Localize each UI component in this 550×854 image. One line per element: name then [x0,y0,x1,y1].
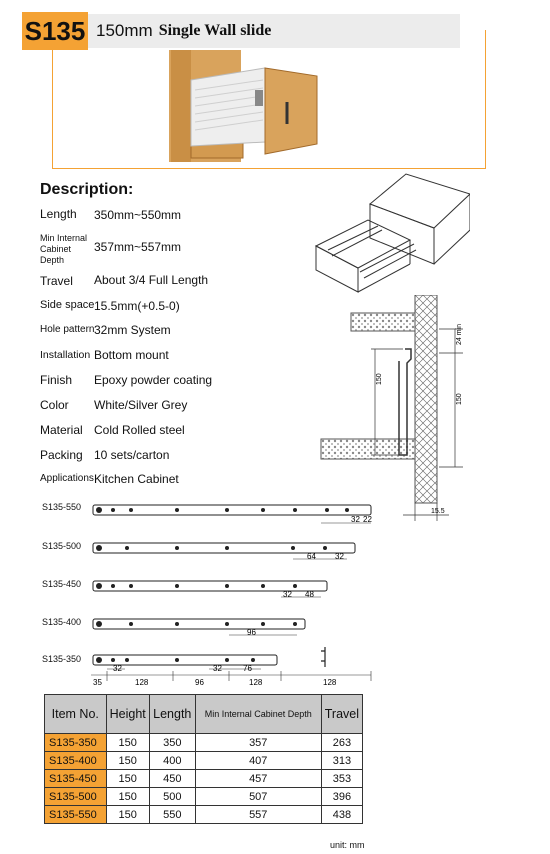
table-row [45,770,363,788]
table-header-row [45,695,363,734]
spec-table [44,694,363,824]
spec-value: 15.5mm(+0.5-0) [94,299,180,313]
cell: 150 [106,734,149,752]
spec-value: 32mm System [94,323,171,337]
cell-item: S135-550 [45,806,107,824]
cell: 357 [195,734,321,752]
spec-value: Kitchen Cabinet [94,472,179,486]
col-header: Min Internal Cabinet Depth [195,695,321,734]
slide-row-label: S135-450 [42,579,82,589]
spec-label: Material [40,423,83,437]
spec-value: About 3/4 Full Length [94,273,209,287]
section-dim-left: 150 [376,373,383,385]
col-header: Height [106,695,149,734]
section-dim-right: 150 [456,393,463,405]
bottom-dim: 35 [93,678,102,687]
bottom-dim: 128 [135,678,149,687]
cell: 557 [195,806,321,824]
bottom-dim: 96 [195,678,204,687]
slides-drawing [85,495,375,690]
cell: 350 [149,734,195,752]
spec-value: 357mm~557mm [94,240,182,254]
slide-dim: 96 [247,628,256,637]
title-size: 150mm [96,21,153,40]
spec-value: 350mm~550mm [94,208,182,222]
slide-dim: 32 [213,664,222,673]
spec-label: Travel [40,274,73,288]
spec-label: Hole pattern [40,324,95,335]
cell: 407 [195,752,321,770]
cell: 457 [195,770,321,788]
bottom-dim: 128 [323,678,337,687]
spec-label: Min Internal Cabinet Depth [40,233,88,265]
cell: 550 [149,806,195,824]
slide-dim: 22 [363,515,372,524]
slide-dim: 32 [335,552,344,561]
cell: 353 [321,770,362,788]
spec-label: Installation [40,349,91,361]
slide-row-label: S135-350 [42,654,82,664]
section-drawing [315,295,475,525]
spec-value: Epoxy powder coating [94,373,213,387]
spec-label: Packing [40,448,83,462]
spec-label: Finish [40,373,73,387]
cell: 150 [106,770,149,788]
spec-value: Bottom mount [94,348,169,362]
spec-value: 10 sets/carton [94,448,170,462]
cell: 400 [149,752,195,770]
spec-label: Side space [40,299,95,311]
col-header: Length [149,695,195,734]
slide-row-label: S135-550 [42,502,82,512]
slide-dim: 32 [351,515,360,524]
cell-item: S135-450 [45,770,107,788]
col-header: Item No. [45,695,107,734]
cell: 150 [106,806,149,824]
spec-label: Applications [40,473,94,484]
section-dim-top: 24 min [456,323,463,345]
slide-dim: 64 [307,552,316,561]
table-row [45,788,363,806]
slide-row-label: S135-400 [42,617,82,627]
cell: 263 [321,734,362,752]
unit-note: unit: mm [330,840,365,850]
spec-value: Cold Rolled steel [94,423,185,437]
slide-dim: 76 [243,664,252,673]
cell: 313 [321,752,362,770]
cell-item: S135-400 [45,752,107,770]
slide-dim: 32 [283,590,292,599]
spec-label: Length [40,207,77,221]
cell: 507 [195,788,321,806]
cell: 438 [321,806,362,824]
cabinet-drawing [310,172,470,294]
bottom-dim: 128 [249,678,263,687]
cell: 500 [149,788,195,806]
section-dim-side: 15.5 [431,508,445,515]
cell: 450 [149,770,195,788]
slide-row-label: S135-500 [42,541,82,551]
spec-value: White/Silver Grey [94,398,188,412]
cell: 396 [321,788,362,806]
slide-dim: 32 [113,664,122,673]
col-header: Travel [321,695,362,734]
model-badge: S135 [22,12,88,50]
cell-item: S135-350 [45,734,107,752]
table-row [45,734,363,752]
title-bar [88,14,460,48]
table-row [45,752,363,770]
cell-item: S135-500 [45,788,107,806]
product-photo [165,50,325,162]
cell: 150 [106,788,149,806]
description-heading: Description: [40,181,134,198]
slide-dim: 48 [305,590,314,599]
title-name: Single Wall slide [158,22,272,39]
cell: 150 [106,752,149,770]
spec-label: Color [40,398,69,412]
table-row [45,806,363,824]
